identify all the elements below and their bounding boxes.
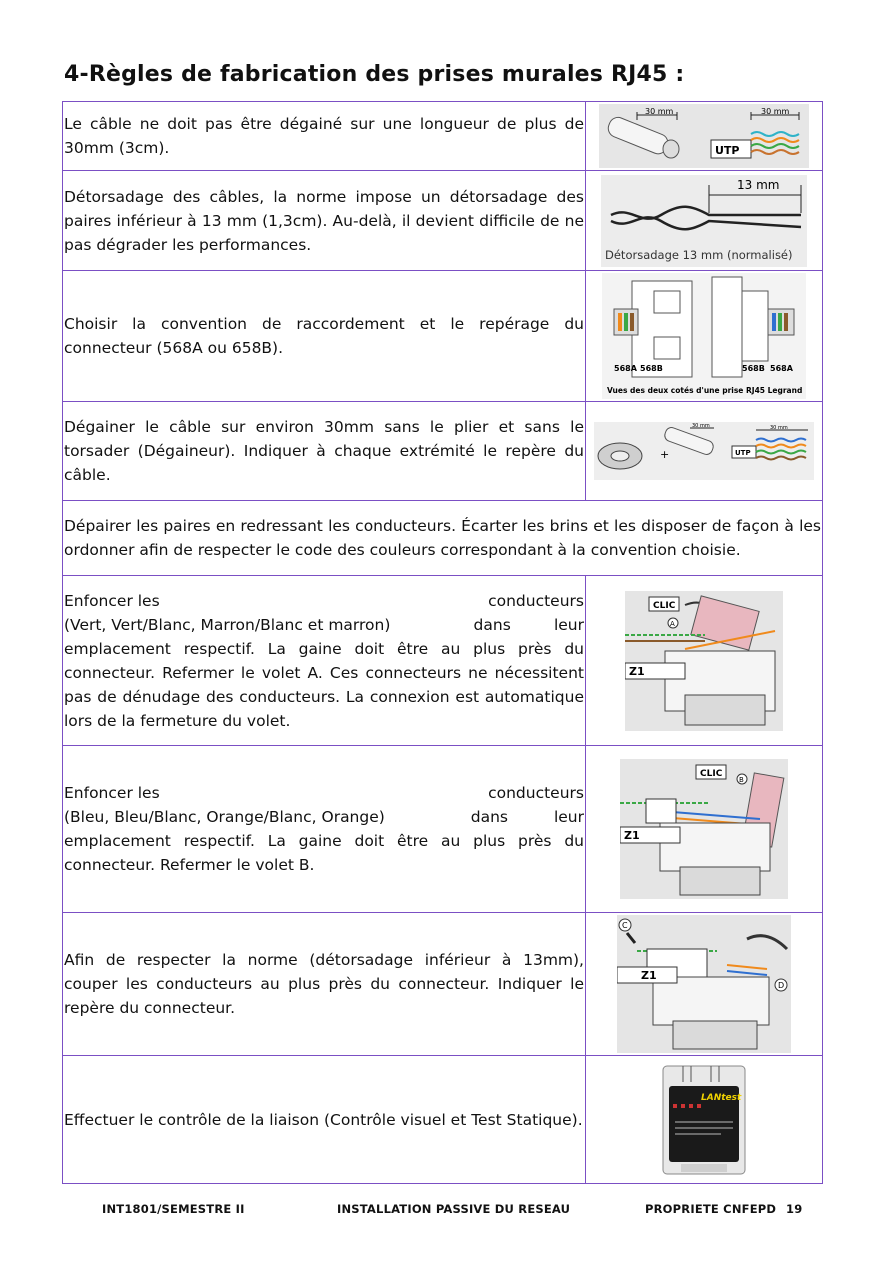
standard-label: 568A bbox=[770, 364, 793, 373]
dim-label: 30 mm bbox=[761, 107, 790, 116]
page-number: 19 bbox=[786, 1202, 803, 1216]
clic-label: CLIC bbox=[653, 600, 676, 611]
z1-label: Z1 bbox=[641, 969, 657, 982]
step-letter: C bbox=[622, 921, 628, 930]
step-letter: D bbox=[778, 981, 785, 990]
table-row bbox=[63, 1056, 823, 1184]
rule-text bbox=[63, 576, 586, 746]
dim-label: 30 mm bbox=[692, 423, 710, 429]
rule-text: Le câble ne doit pas être dégainé sur une longueur de plus de 30mm (3cm). bbox=[63, 102, 586, 171]
table-row bbox=[63, 746, 823, 913]
plus-sign: + bbox=[660, 448, 670, 461]
table-row bbox=[63, 501, 823, 576]
rule-text: Afin de respecter la norme (détorsadage inférieur à 13mm), couper les conducteurs au plus près du connecteur. Indiquer le repère du connecteur. bbox=[63, 913, 586, 1056]
standard-label: 568A bbox=[614, 364, 637, 373]
rule-text: Dépairer les paires en redressant les conducteurs. Écarter les brins et les disposer de façon à les ordonner afin de respecter le code des couleurs correspondant à la convention choisie. bbox=[63, 501, 823, 576]
utp-label: UTP bbox=[715, 144, 740, 157]
rule-text bbox=[63, 746, 586, 913]
lan-tester-figure bbox=[661, 1064, 747, 1176]
footer-module: INSTALLATION PASSIVE DU RESEAU bbox=[337, 1202, 571, 1216]
cable-stripping-figure bbox=[599, 104, 809, 168]
rule-text-mid: dans bbox=[473, 615, 511, 634]
rule-text-head-right: conducteurs bbox=[488, 591, 584, 610]
stripper-tool-figure bbox=[594, 422, 814, 480]
rule-text: Effectuer le contrôle de la liaison (Contrôle visuel et Test Statique). bbox=[63, 1056, 586, 1184]
footer-course: INT1801/SEMESTRE II bbox=[102, 1202, 245, 1216]
untwist-figure bbox=[601, 175, 807, 267]
flap-letter: A bbox=[670, 619, 675, 628]
dim-label: 13 mm bbox=[737, 177, 780, 192]
tester-brand: LANtest bbox=[701, 1092, 742, 1103]
z1-label: Z1 bbox=[629, 664, 645, 678]
table-row bbox=[63, 102, 823, 171]
table-row bbox=[63, 913, 823, 1056]
footer-owner: PROPRIETE CNFEPD bbox=[645, 1202, 777, 1216]
clic-label: CLIC bbox=[700, 769, 723, 779]
rule-text-head: Enfoncer les bbox=[64, 784, 160, 802]
untwist-caption: Détorsadage 13 mm (normalisé) bbox=[605, 247, 793, 262]
rule-text-right: leur bbox=[553, 615, 584, 634]
cutting-figure bbox=[617, 915, 791, 1053]
rules-table bbox=[62, 101, 823, 1184]
z1-label: Z1 bbox=[624, 829, 640, 842]
dim-label: 30 mm bbox=[645, 107, 674, 116]
rule-text-rest: emplacement respectif. La gaine doit être au plus près du connecteur. Refermer le volet A. Ces connecteurs ne nécessitent pas de dénudage des conducteurs. La connexion est automatique lors de la fermeture du volet. bbox=[64, 639, 584, 730]
rule-text: Dégainer le câble sur environ 30mm sans le plier et sans le torsader (Dégaineur). Indiquer à chaque extrémité le repère du câble. bbox=[63, 402, 586, 501]
table-row bbox=[63, 402, 823, 501]
standard-label: 568B bbox=[640, 364, 663, 373]
rule-text: Détorsadage des câbles, la norme impose un détorsadage des paires inférieur à 13 mm (1,3cm). Au-delà, il devient difficile de ne pas dégrader les performances. bbox=[63, 171, 586, 271]
table-row bbox=[63, 171, 823, 271]
rule-text-head-right: conducteurs bbox=[488, 784, 584, 802]
table-row bbox=[63, 271, 823, 402]
rule-text-wires: (Vert, Vert/Blanc, Marron/Blanc et marron) bbox=[64, 615, 391, 634]
rule-text: Choisir la convention de raccordement et le repérage du connecteur (568A ou 658B). bbox=[63, 271, 586, 402]
rule-text-right: leur bbox=[553, 808, 584, 826]
standard-label: 568B bbox=[742, 364, 765, 373]
connector-caption: Vues des deux cotés d'une prise RJ45 Legrand bbox=[607, 386, 803, 395]
page-title: 4-Règles de fabrication des prises murales RJ45 : bbox=[64, 62, 685, 87]
flap-b-figure bbox=[620, 759, 788, 899]
dim-label: 30 mm bbox=[770, 425, 788, 431]
rule-text-rest: emplacement respectif. La gaine doit être au plus près du connecteur. Refermer le volet B. bbox=[64, 832, 584, 874]
flap-a-figure bbox=[625, 591, 783, 731]
rule-text-mid: dans bbox=[470, 808, 508, 826]
flap-letter: B bbox=[739, 776, 744, 784]
table-row bbox=[63, 576, 823, 746]
utp-label: UTP bbox=[735, 449, 751, 457]
rule-text-wires: (Bleu, Bleu/Blanc, Orange/Blanc, Orange) bbox=[64, 808, 385, 826]
connector-sides-figure bbox=[602, 273, 806, 399]
rule-text-head: Enfoncer les bbox=[64, 591, 160, 610]
